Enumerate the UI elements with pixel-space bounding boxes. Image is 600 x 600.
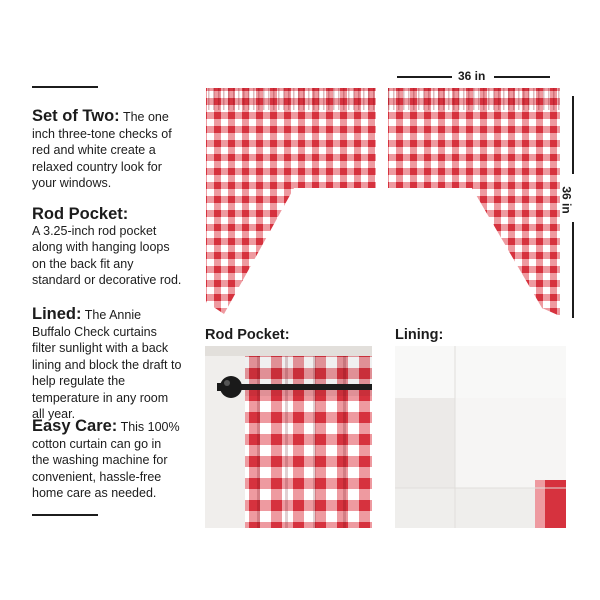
left-swag-panel (206, 88, 376, 314)
height-dimension-label: 36 in (559, 186, 574, 214)
rod-pocket-caption: Rod Pocket: (205, 327, 290, 343)
feature-lined (32, 306, 182, 423)
right-rod-pocket (388, 88, 560, 110)
feature-body: This 100% cotton curtain can go in the washing machine for convenient, hassle-free home care as needed. (32, 420, 180, 500)
feature-title: Set of Two: (32, 107, 120, 125)
right-swag-panel (388, 88, 560, 316)
width-dimension-line-left (397, 76, 452, 78)
feature-easy-care (32, 418, 182, 502)
rod-pocket-detail-image (205, 346, 372, 528)
left-rod-pocket (206, 88, 376, 110)
feature-set-of-two (32, 108, 182, 192)
height-dimension-line-top (572, 96, 574, 174)
feature-title: Lined: (32, 305, 82, 323)
rod-finial (220, 376, 242, 398)
top-divider (32, 86, 98, 88)
width-dimension-label: 36 in (458, 69, 486, 83)
curtain-rod (225, 384, 372, 390)
feature-body: The one inch three-tone checks of red and white create a relaxed country look for your windows. (32, 110, 172, 190)
bottom-divider (32, 514, 98, 516)
lining-caption: Lining: (395, 327, 444, 343)
feature-title: Rod Pocket: (32, 205, 129, 223)
height-dimension-line-bottom (572, 222, 574, 318)
feature-body: A 3.25-inch rod pocket along with hanging loops on the back fit any standard or decorative rod. (32, 223, 182, 287)
feature-title: Easy Care: (32, 417, 118, 435)
feature-body: The Annie Buffalo Check curtains filter sunlight with a back lining and block the draft to help regulate the temperature in any room all year. (32, 308, 182, 421)
width-dimension-line-right (494, 76, 550, 78)
feature-rod-pocket (32, 206, 182, 289)
lining-detail-image (395, 346, 566, 528)
swag-curtain-pair-image (200, 84, 566, 320)
